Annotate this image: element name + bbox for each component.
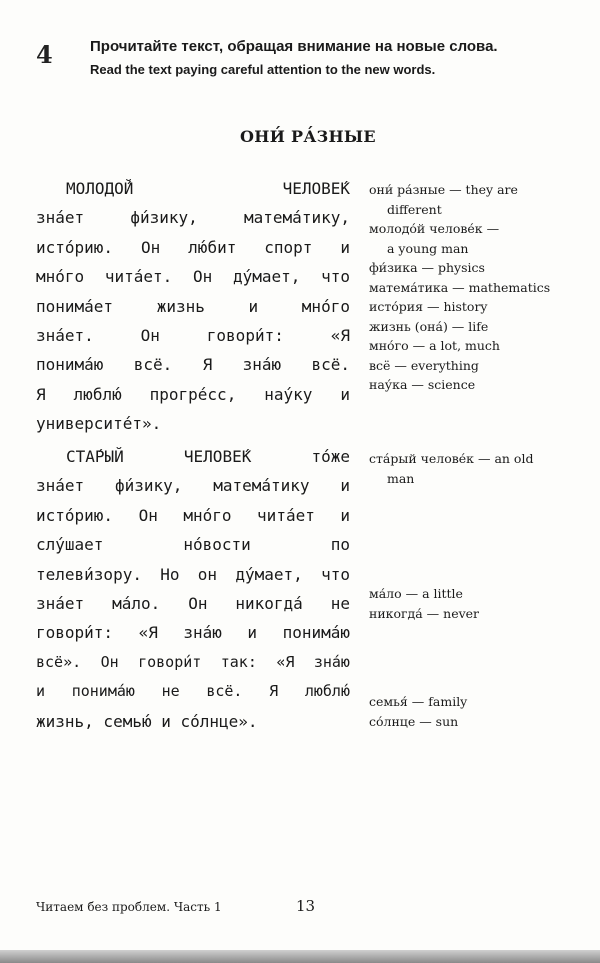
paragraph-line: СТА́РЫЙ ЧЕЛОВЕ́К то́же — [66, 447, 350, 466]
paragraph-line: Я люблю́ прогре́сс, нау́ку и — [36, 384, 350, 404]
glossary-entry: семья́ — family — [369, 694, 468, 709]
glossary-entry: different — [387, 201, 442, 217]
glossary-entry: фи́зика — physics — [369, 260, 485, 275]
paragraph-line: зна́ет фи́зику, матема́тику, — [36, 208, 350, 228]
paragraph-line: зна́ет ма́ло. Он никогда́ не — [36, 593, 350, 613]
paragraph-line: понима́ю всё. Я зна́ю всё. — [36, 355, 350, 375]
paragraph-line: всё». Он говори́т так: «Я зна́ю — [36, 652, 350, 671]
glossary-entry: мно́го — a lot, much — [369, 338, 500, 353]
instruction-english: Read the text paying careful attention to the new words. — [90, 62, 436, 77]
glossary-young-man — [369, 180, 594, 395]
paragraph-line: исто́рию. Он лю́бит спорт и — [36, 237, 350, 257]
paragraph-line: слу́шает но́вости по — [36, 535, 350, 555]
glossary-family-sun — [369, 692, 594, 731]
paragraph-line: жизнь, семью́ и со́лнце». — [36, 711, 258, 731]
paragraph-line: зна́ет. Он говори́т: «Я — [36, 325, 350, 345]
glossary-entry: молодо́й челове́к — — [369, 221, 500, 236]
glossary-entry: ста́рый челове́к — an old — [369, 451, 534, 466]
glossary-entry: a young man — [387, 240, 469, 256]
paragraph-line: университе́т». — [36, 414, 162, 434]
glossary-entry: матема́тика — mathematics — [369, 279, 551, 295]
page-number: 13 — [296, 897, 316, 915]
glossary-entry: со́лнце — sun — [369, 713, 459, 729]
glossary-entry: man — [387, 470, 415, 486]
instruction-russian: Прочитайте текст, обращая внимание на новые слова. — [90, 38, 498, 55]
paragraph-line: зна́ет фи́зику, матема́тику и — [36, 476, 350, 496]
glossary-entry: нау́ка — science — [369, 377, 476, 392]
text-title: ОНИ́ РА́ЗНЫЕ — [240, 127, 376, 146]
glossary-entry: исто́рия — history — [369, 299, 488, 314]
paragraph-line: телеви́зору. Но он ду́мает, что — [36, 564, 350, 584]
exercise-header — [36, 36, 586, 86]
glossary-entry: всё — everything — [369, 357, 479, 373]
paragraph-old-man — [36, 442, 350, 736]
paragraph-line: МОЛОДО́Й ЧЕЛОВЕ́К — [66, 179, 350, 198]
glossary-entry: никогда́ — never — [369, 605, 480, 621]
task-number: 4 — [36, 40, 53, 69]
footer-book-title: Читаем без проблем. Часть 1 — [36, 900, 222, 914]
glossary-entry: жизнь (она́) — life — [369, 318, 489, 334]
paragraph-line: исто́рию. Он мно́го чита́ет и — [36, 505, 350, 525]
glossary-old-man — [369, 449, 594, 488]
paragraph-young-man — [36, 174, 350, 439]
glossary-entry: они́ ра́зные — they are — [369, 182, 518, 197]
paragraph-line: и понима́ю не всё. Я люблю́ — [36, 682, 350, 701]
paragraph-line: понима́ет жизнь и мно́го — [36, 296, 350, 316]
glossary-little-never — [369, 584, 594, 623]
page-bottom-edge — [0, 950, 600, 963]
glossary-entry: ма́ло — a little — [369, 586, 463, 601]
paragraph-line: мно́го чита́ет. Он ду́мает, что — [36, 267, 350, 287]
paragraph-line: говори́т: «Я зна́ю и понима́ю — [36, 623, 350, 643]
